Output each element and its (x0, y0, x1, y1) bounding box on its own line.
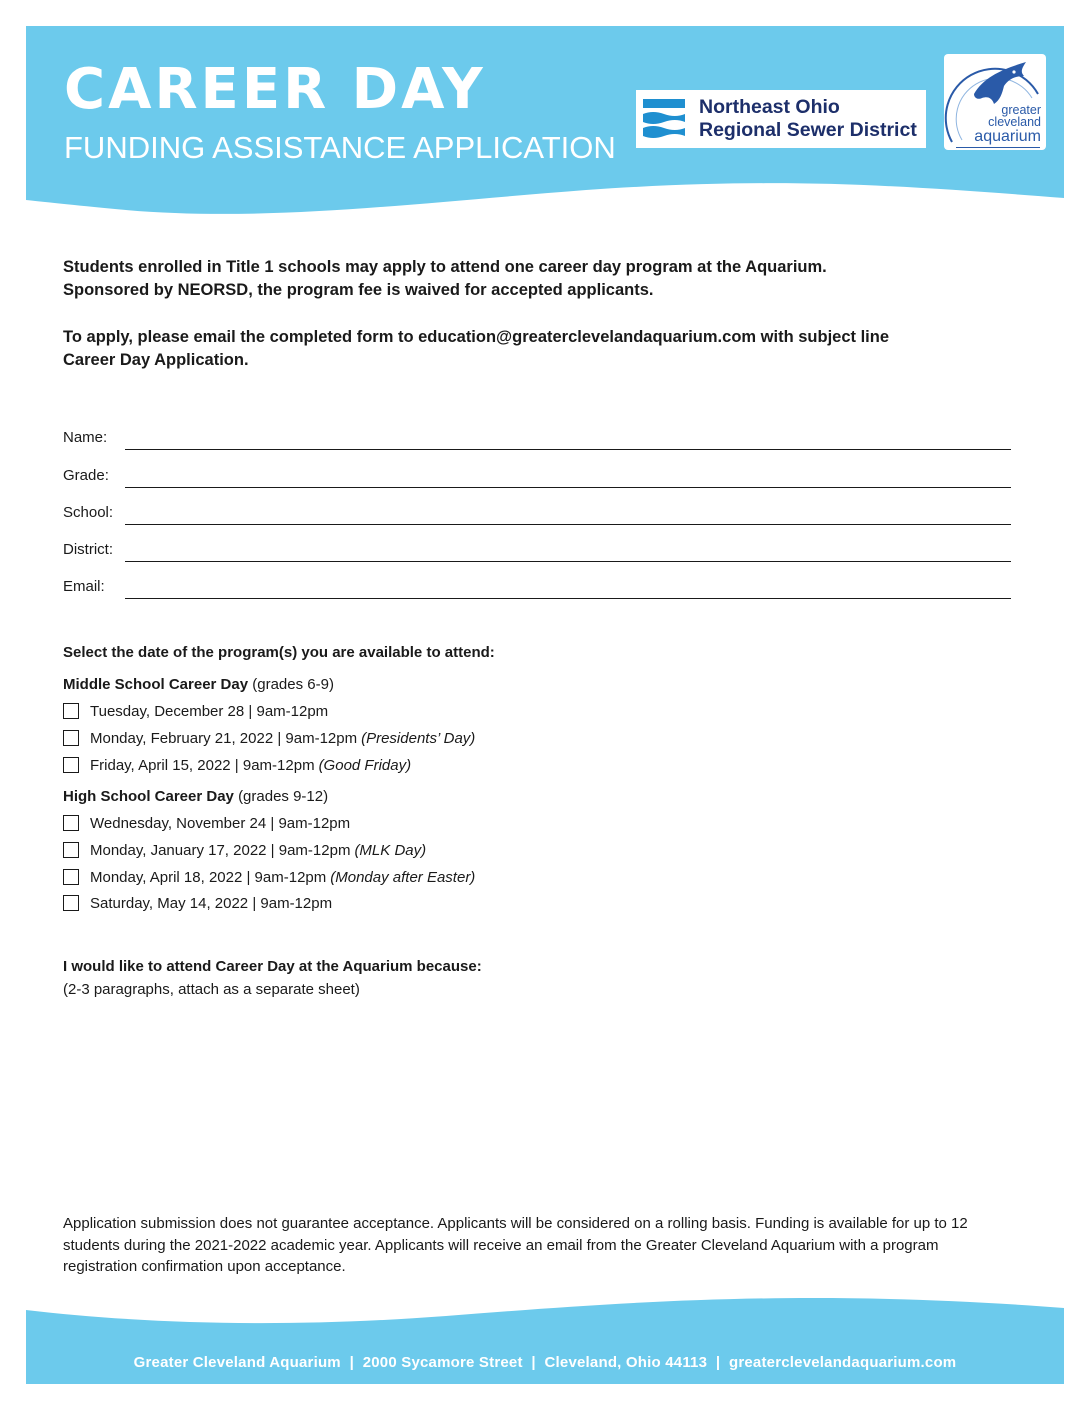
waves-icon (641, 97, 687, 141)
aquarium-logo-word2: cleveland (988, 115, 1041, 129)
intro-line1: Students enrolled in Title 1 schools may apply to attend one career day program at the Aquarium. (63, 258, 827, 276)
high-school-heading (63, 788, 328, 805)
high-school-grades: (grades 9-12) (238, 788, 329, 805)
district-label: District: (63, 541, 113, 558)
school-input-line[interactable] (125, 524, 1011, 525)
why-heading: I would like to attend Career Day at the Aquarium because: (63, 958, 482, 975)
high-school-title: High School Career Day (63, 788, 234, 805)
name-field (63, 429, 1011, 453)
checkbox[interactable] (63, 815, 79, 831)
intro-instructions (63, 326, 1023, 372)
grade-field (63, 467, 1011, 491)
checkbox[interactable] (63, 869, 79, 885)
checkbox[interactable] (63, 730, 79, 746)
high-school-option-4[interactable] (63, 893, 332, 913)
school-label: School: (63, 504, 114, 521)
grade-label: Grade: (63, 467, 109, 484)
disclaimer-text: Application submission does not guarantee acceptance. Applicants will be considered on a rolling basis. Funding is available for up to 12 students during the 2021-2022 academic year. Applicants will receive an email from the Greater Cleveland Aquarium with a program registration confirmation upon acceptance. (63, 1215, 968, 1275)
middle-school-option-2[interactable] (63, 728, 475, 748)
select-prompt: Select the date of the program(s) you are available to attend: (63, 644, 495, 661)
middle-school-option-1[interactable] (63, 701, 328, 721)
option-note: (Presidents’ Day) (361, 729, 476, 747)
checkbox[interactable] (63, 757, 79, 773)
school-field (63, 504, 1011, 528)
email-label: Email: (63, 578, 105, 595)
page-title: CAREER DAY (64, 57, 486, 122)
middle-school-title: Middle School Career Day (63, 676, 249, 693)
high-school-option-3[interactable] (63, 867, 475, 887)
intro-line2: Sponsored by NEORSD, the program fee is waived for accepted applicants. (63, 281, 654, 299)
page-subtitle: FUNDING ASSISTANCE APPLICATION (64, 130, 616, 165)
name-input-line[interactable] (125, 449, 1011, 450)
neorsd-logo-line2: Regional Sewer District (699, 119, 917, 141)
option-text: Friday, April 15, 2022 | 9am-12pm (90, 756, 315, 774)
aquarium-logo-word3: aquarium (974, 128, 1041, 145)
aquarium-logo (944, 54, 1046, 150)
district-field (63, 541, 1011, 565)
option-text: Wednesday, November 24 | 9am-12pm (90, 814, 351, 832)
option-note: (Monday after Easter) (330, 868, 476, 886)
footer-contact: Greater Cleveland Aquarium | 2000 Sycamore Street | Cleveland, Ohio 44113 | greaterclevelandaquarium.com (133, 1354, 957, 1371)
high-school-option-2[interactable] (63, 840, 426, 860)
grade-input-line[interactable] (125, 487, 1011, 488)
why-instructions: (2-3 paragraphs, attach as a separate sheet) (63, 981, 360, 998)
option-text: Monday, February 21, 2022 | 9am-12pm (90, 729, 358, 747)
aquarium-logo-word1: greater (1001, 103, 1041, 117)
neorsd-logo (636, 90, 926, 148)
option-text: Saturday, May 14, 2022 | 9am-12pm (90, 894, 333, 912)
middle-school-heading (63, 676, 334, 693)
checkbox[interactable] (63, 842, 79, 858)
intro-line4: Career Day Application. (63, 351, 249, 369)
aquarium-logo-underline (956, 147, 1040, 148)
email-field (63, 578, 1011, 602)
option-note: (MLK Day) (354, 841, 427, 859)
option-text: Monday, January 17, 2022 | 9am-12pm (90, 841, 351, 859)
option-text: Monday, April 18, 2022 | 9am-12pm (90, 868, 327, 886)
neorsd-logo-line1: Northeast Ohio (699, 96, 840, 118)
intro-eligibility (63, 256, 1023, 302)
district-input-line[interactable] (125, 561, 1011, 562)
high-school-option-1[interactable] (63, 813, 350, 833)
checkbox[interactable] (63, 895, 79, 911)
checkbox[interactable] (63, 703, 79, 719)
option-text: Tuesday, December 28 | 9am-12pm (90, 702, 329, 720)
email-input-line[interactable] (125, 598, 1011, 599)
name-label: Name: (63, 429, 108, 446)
option-note: (Good Friday) (318, 756, 412, 774)
intro-line3: To apply, please email the completed form to education@greaterclevelandaquarium.com with subject line (63, 328, 890, 346)
middle-school-option-3[interactable] (63, 755, 411, 775)
middle-school-grades: (grades 6-9) (252, 676, 334, 693)
